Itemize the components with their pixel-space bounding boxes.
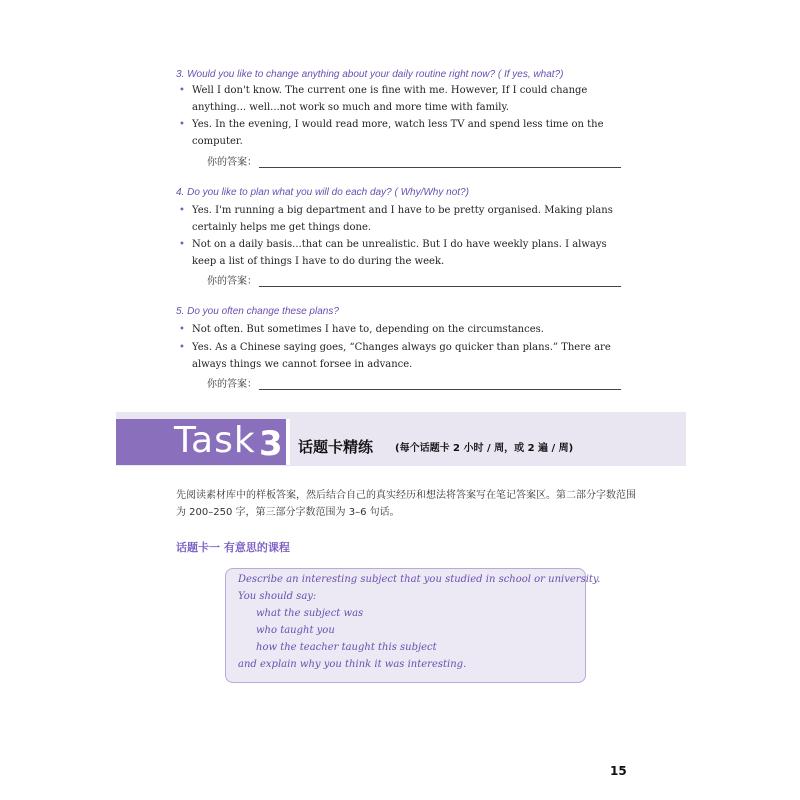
intro-paragraph: 先阅读素材库中的样板答案，然后结合自己的真实经历和想法将答案写在笔记答案区。第二部分字数范围为 200–250 字，第三部分字数范围为 3–6 句话。 [176, 490, 636, 518]
question-3-answer-1 [179, 82, 622, 116]
answer-line[interactable] [259, 379, 621, 390]
topic-card-line: Describe an interesting subject that you studied in school or university. [238, 574, 601, 585]
question-5-answer-2 [179, 339, 622, 373]
task-subtitle: (每个话题卡 2 小时 / 周，或 2 遍 / 周) [395, 443, 574, 454]
question-4-answer-2 [179, 236, 622, 270]
question-3-your-answer[interactable] [207, 153, 621, 168]
topic-card-line: how the teacher taught this subject [256, 642, 437, 653]
bullet-icon: • [179, 119, 185, 130]
task-word: Task [174, 420, 256, 461]
topic-card-line: what the subject was [256, 608, 364, 619]
question-5-answer-1 [179, 321, 622, 338]
task-number: 3 [259, 424, 283, 464]
answer-text: Not on a daily basis...that can be unrealistic. But I do have weekly plans. I always keep a list of things I have to do during the week. [192, 239, 607, 267]
bullet-icon: • [179, 324, 185, 335]
question-4-your-answer[interactable] [207, 272, 621, 287]
your-answer-label: 你的答案： [207, 157, 257, 168]
question-5-your-answer[interactable] [207, 375, 621, 390]
topic-card-heading: 话题卡一 有意思的课程 [176, 541, 290, 554]
topic-card-line: and explain why you think it was interesting. [238, 659, 467, 670]
answer-text: Not often. But sometimes I have to, depending on the circumstances. [192, 324, 544, 335]
answer-text: Yes. In the evening, I would read more, watch less TV and spend less time on the computer. [192, 119, 604, 147]
topic-card-line: You should say: [238, 591, 317, 602]
answer-line[interactable] [259, 276, 621, 287]
question-4-prompt: 4. Do you like to plan what you will do each day? ( Why/Why not?) [176, 187, 469, 198]
question-4-answer-1 [179, 202, 622, 236]
bullet-icon: • [179, 205, 185, 216]
bullet-icon: • [179, 342, 185, 353]
answer-text: Well I don't know. The current one is fine with me. However, If I could change anything... well...not work so much and more time with family. [192, 85, 588, 113]
your-answer-label: 你的答案： [207, 379, 257, 390]
answer-line[interactable] [259, 157, 621, 168]
task-divider [286, 419, 290, 465]
answer-text: Yes. I'm running a big department and I have to be pretty organised. Making plans certainly helps me get things done. [192, 205, 613, 233]
topic-card-line: who taught you [256, 625, 335, 636]
bullet-icon: • [179, 85, 185, 96]
question-3-prompt: 3. Would you like to change anything about your daily routine right now? ( If yes, what?) [176, 69, 564, 80]
your-answer-label: 你的答案： [207, 276, 257, 287]
question-3-answer-2 [179, 116, 622, 150]
page-number: 15 [610, 764, 627, 778]
question-5-prompt: 5. Do you often change these plans? [176, 306, 339, 317]
task-title: 话题卡精练 [298, 438, 374, 456]
answer-text: Yes. As a Chinese saying goes, “Changes always go quicker than plans.” There are always things we cannot forsee in advance. [192, 342, 611, 370]
bullet-icon: • [179, 239, 185, 250]
